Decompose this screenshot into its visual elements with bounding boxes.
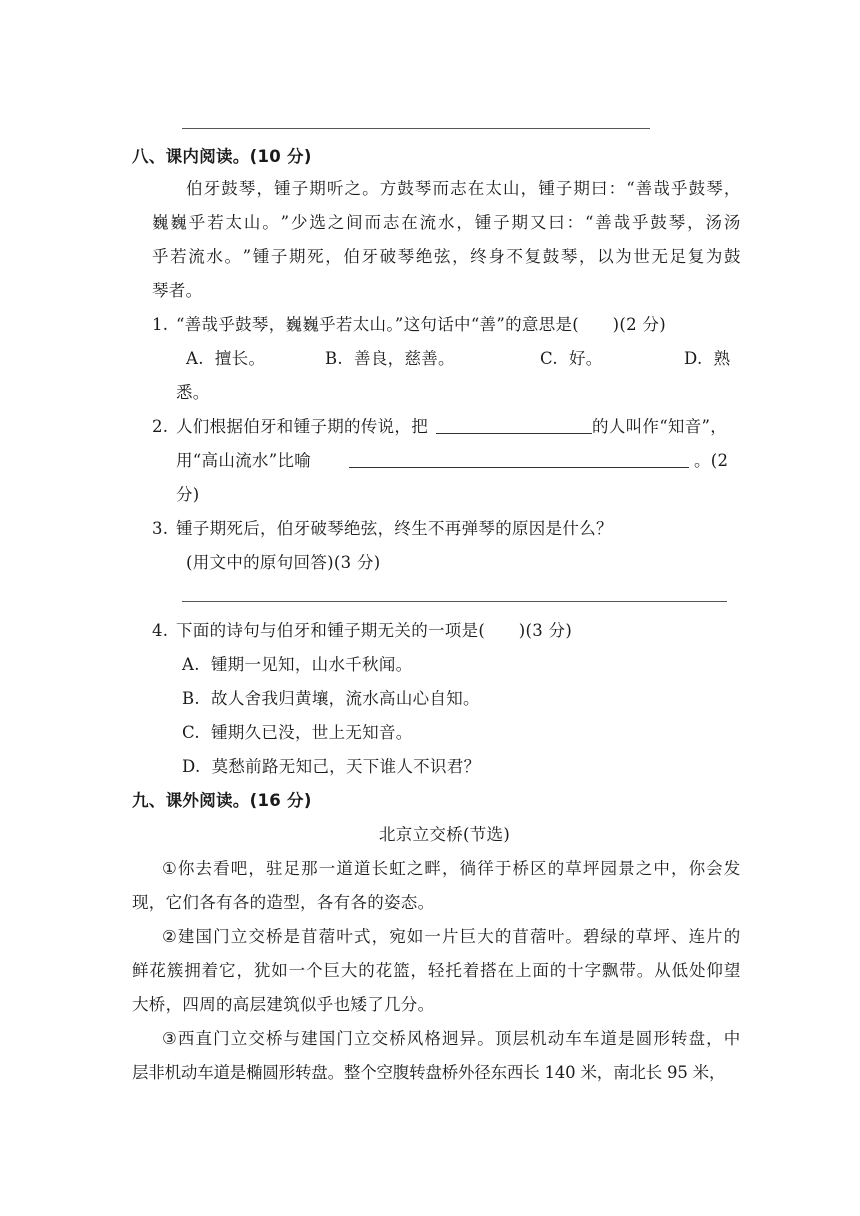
q1-option-d-wrap: 悉。 [176,383,210,402]
top-divider-line [182,128,650,129]
q4-number: 4. [152,621,169,640]
article-paragraph-1-line-2: 现，它们各有各的造型，各有各的姿态。 [132,893,435,912]
q2-number: 2. [152,417,169,436]
q4-option-a: A. 锺期一见知，山水千秋闻。 [182,655,413,674]
article-paragraph-3-line-2: 层非机动车道是椭圆形转盘。整个空腹转盘桥外径东西长 140 米，南北长 95 米， [132,1063,726,1082]
article-paragraph-2-line-2: 鲜 花 簇 拥 着 它 ， 犹 如 一 个 巨 大 的 花 篮 ， 轻 托 着 搭 在 上 面 的 十 字 飘 带 。 从 低 处 仰 望 [132,961,741,980]
passage-line-2: 巍 巍 乎 若 太 山 。 ” 少 选 之 间 而 志 在 流 水 ， 锺 子 期 又 曰 ： “ 善 哉 乎 鼓 琴 ， 汤 汤 [152,213,741,232]
q2-text-part1: 人们根据伯牙和锺子期的传说，把 [176,417,428,436]
article-title: 北京立交桥(节选) [379,825,511,844]
article-paragraph-2-line-1: ② 建 国 门 立 交 桥 是 苜 蓿 叶 式 ， 宛 如 一 片 巨 大 的 苜 蓿 叶 。 碧 绿 的 草 坪 、 连 片 的 [162,927,741,946]
q1-option-d: D. 熟 [684,349,731,368]
q2-blank-2[interactable] [349,451,689,468]
q4-text: 下面的诗句与伯牙和锺子期无关的一项是( )(3 分) [176,621,573,640]
q1-option-b: B. 善良，慈善。 [325,349,455,368]
q3-hint: (用文中的原句回答)(3 分) [186,553,381,572]
q1-number: 1. [152,315,169,334]
q2-blank-1[interactable] [436,417,592,434]
q1-option-a: A. 擅长。 [186,349,266,368]
article-paragraph-2-line-3: 大桥，四周的高层建筑似乎也矮了几分。 [132,995,435,1014]
passage-line-1: 伯 牙 鼓 琴 ， 锺 子 期 听 之 。 方 鼓 琴 而 志 在 太 山 ， 锺 子 期 曰 ： “ 善 哉 乎 鼓 琴 ， [186,179,741,198]
q3-number: 3. [152,519,169,538]
article-paragraph-1-line-1: ① 你 去 看 吧 ， 驻 足 那 一 道 道 长 虹 之 畔 ， 徜 徉 于 桥 区 的 草 坪 园 景 之 中 ， 你 会 发 [162,859,741,878]
q2-text-part3: 用“高山流水”比喻 [176,451,312,470]
q3-answer-line[interactable] [182,601,727,602]
passage-line-4: 琴者。 [152,281,203,300]
q3-text: 锺子期死后，伯牙破琴绝弦，终生不再弹琴的原因是什么？ [176,519,613,538]
section-8-heading: 八、课内阅读。(10 分) [132,147,312,166]
q4-option-b: B. 故人舍我归黄壤，流水高山心自知。 [182,689,480,708]
q1-option-c: C. 好。 [540,349,603,368]
section-9-heading: 九、课外阅读。(16 分) [132,791,312,810]
passage-line-3: 乎 若 流 水 。 ” 锺 子 期 死 ， 伯 牙 破 琴 绝 弦 ， 终 身 不 复 鼓 琴 ， 以 为 世 无 足 复 为 鼓 [152,247,741,266]
q4-option-d: D. 莫愁前路无知己，天下谁人不识君？ [182,757,481,776]
q2-text-part2: 的人叫作“知音”， [592,417,728,436]
article-paragraph-3-line-1: ③ 西 直 门 立 交 桥 与 建 国 门 立 交 桥 风 格 迥 异 。 顶 层 机 动 车 车 道 是 圆 形 转 盘 ， 中 [162,1029,741,1048]
q2-text-part4: 。(2 [694,451,729,470]
q2-text-part5: 分) [176,485,200,504]
q1-text: “善哉乎鼓琴，巍巍乎若太山。”这句话中“善”的意思是( )(2 分) [176,315,666,334]
q4-option-c: C. 锺期久已没，世上无知音。 [182,723,413,742]
